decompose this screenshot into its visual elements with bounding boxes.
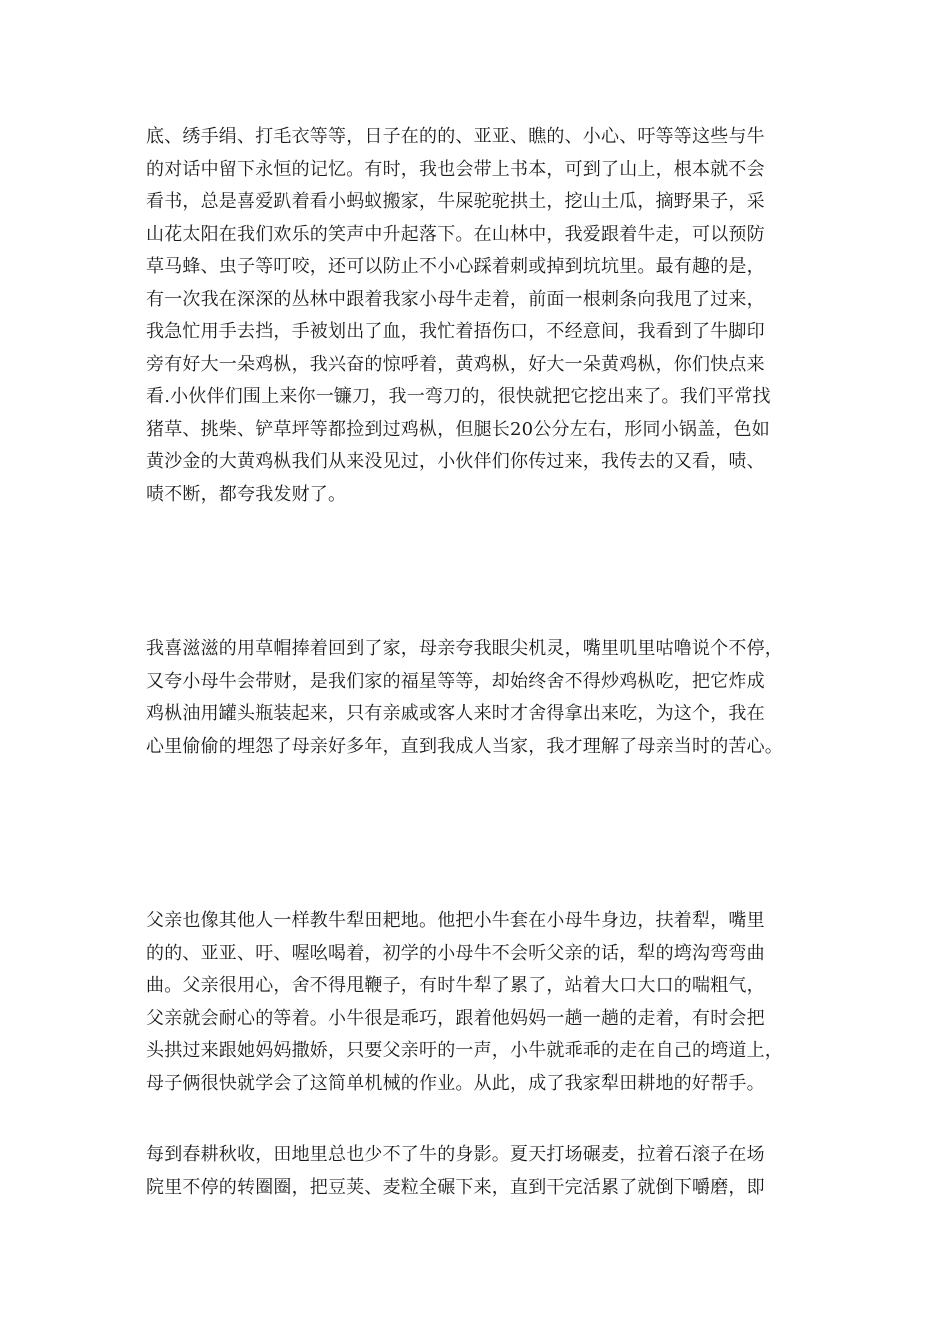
text-line: 旁有好大一朵鸡枞，我兴奋的惊呼着，黄鸡枞，好大一朵黄鸡枞，你们快点来 [146,353,765,375]
text-line: 黄沙金的大黄鸡枞我们从来没见过，小伙伴们你传过来，我传去的又看，啧、 [146,451,765,472]
text-line: 院里不停的转圈圈，把豆荚、麦粒全碾下来，直到干完活累了就倒下嚼磨，即 [146,1176,765,1198]
text-line: 曲。父亲很用心，舍不得甩鞭子，有时牛犁了累了，站着大口大口的喘粗气， [146,975,765,996]
text-line: 父亲就会耐心的等着。小牛很是乖巧，跟着他妈妈一趟一趟的走着，有时会把 [146,1007,765,1029]
paragraph-2 [146,633,826,763]
text-line: 鸡枞油用罐头瓶装起来，只有亲戚或客人来时才舍得拿出来吃，为这个，我在 [146,703,765,724]
text-line: 我急忙用手去挡，手被划出了血，我忙着捂伤口，不经意间，我看到了牛脚印 [146,321,765,342]
text-line: 的的、亚亚、吁、喔吆喝着，初学的小母牛不会听父亲的话，犁的塆沟弯弯曲 [146,942,765,964]
text-line: 我喜滋滋的用草帽捧着回到了家，母亲夸我眼尖机灵，嘴里叽里咕噜说个不停， [146,638,783,659]
text-line: 看.小伙伴们围上来你一镰刀，我一弯刀的，很快就把它挖出来了。我们平常找 [146,386,771,407]
text-line: 有一次我在深深的丛林中跟着我家小母牛走着，前面一根刺条向我甩了过来， [146,288,765,310]
text-line: 母子俩很快就学会了这简单机械的作业。从此，成了我家犁田耕地的好帮手。 [146,1072,765,1094]
text-line: 父亲也像其他人一样教牛犁田耙地。他把小牛套在小母牛身边，扶着犁，嘴里 [146,910,765,931]
text-line: 草马蜂、虫子等叮咬，还可以防止不小心踩着刺或掉到坑坑里。最有趣的是， [146,256,765,277]
paragraph-4 [146,1139,826,1204]
text-line: 猪草、挑柴、铲草坪等都捡到过鸡枞，但腿长20公分左右，形同小锅盖，色如 [146,418,770,440]
paragraph-3 [146,905,826,1100]
text-line: 啧不断，都夸我发财了。 [146,483,347,505]
text-line: 看书，总是喜爱趴着看小蚂蚁搬家，牛屎驼驼拱土，挖山土瓜，摘野果子，采 [146,191,765,212]
text-line: 头拱过来跟她妈妈撒娇，只要父亲吁的一声，小牛就乖乖的走在自己的塆道上， [146,1040,783,1061]
paragraph-1 [146,121,826,511]
text-line: 又夸小母牛会带财，是我们家的福星等等，却始终舍不得炒鸡枞吃，把它炸成 [146,670,765,692]
text-line: 山花太阳在我们欢乐的笑声中升起落下。在山林中，我爱跟着牛走，可以预防 [146,223,765,245]
text-line: 底、绣手绢、打毛衣等等，日子在的的、亚亚、瞧的、小心、吁等等这些与牛 [146,126,765,147]
text-line: 心里偷偷的埋怨了母亲好多年，直到我成人当家，我才理解了母亲当时的苦心。 [146,735,783,757]
text-line: 每到春耕秋收，田地里总也少不了牛的身影。夏天打场碾麦，拉着石滚子在场 [146,1144,765,1165]
text-line: 的对话中留下永恒的记忆。有时，我也会带上书本，可到了山上，根本就不会 [146,158,765,180]
